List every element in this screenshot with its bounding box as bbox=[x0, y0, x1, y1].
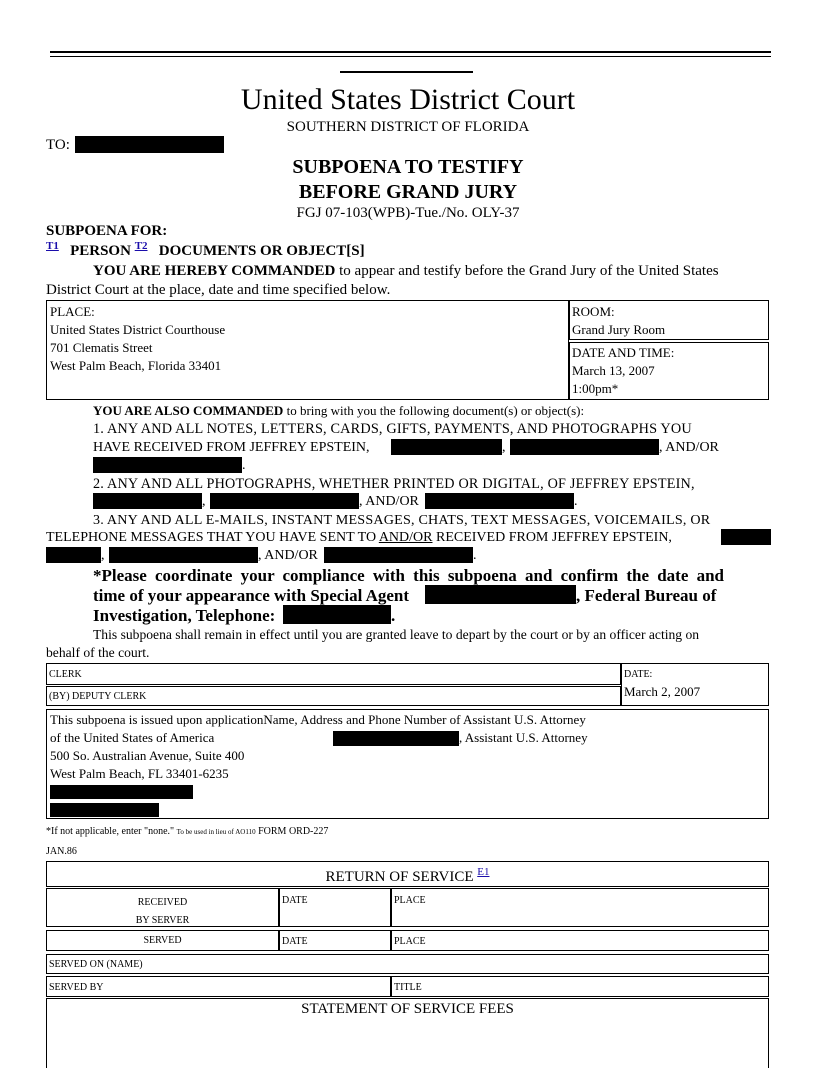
served-by-cell bbox=[46, 976, 391, 997]
issuer-line2b: , Assistant U.S. Attorney bbox=[459, 730, 588, 745]
issuer-line2a: of the United States of America bbox=[50, 730, 215, 745]
notice-line3a: Investigation, Telephone: bbox=[93, 606, 276, 625]
subpoena-for-options bbox=[46, 240, 365, 260]
place-line3: West Palm Beach, Florida 33401 bbox=[50, 358, 222, 373]
served-by-label: SERVED BY bbox=[49, 982, 104, 993]
item2-line1: 2. ANY AND ALL PHOTOGRAPHS, WHETHER PRINTED OR DIGITAL, OF JEFFREY EPSTEIN, bbox=[93, 476, 695, 492]
redacted-phone bbox=[283, 605, 391, 624]
option-documents: DOCUMENTS OR OBJECT[S] bbox=[158, 243, 365, 259]
redacted-recipient bbox=[75, 136, 224, 153]
item3-text-b: RECEIVED FROM JEFFREY EPSTEIN, bbox=[435, 530, 672, 545]
clerk-date-label: DATE: bbox=[624, 669, 653, 680]
place-label: PLACE: bbox=[50, 304, 95, 319]
redacted-name-1b bbox=[510, 439, 659, 455]
served-place-label: PLACE bbox=[394, 936, 426, 947]
command-text1: to appear and testify before the Grand Jury of the United States bbox=[335, 263, 719, 279]
item3-line1: 3. ANY AND ALL E-MAILS, INSTANT MESSAGES, CHATS, TEXT MESSAGES, VOICEMAILS, OR bbox=[93, 512, 711, 528]
redacted-name-2c bbox=[425, 493, 574, 509]
clerk-date-value: March 2, 2007 bbox=[624, 684, 701, 699]
subpoena-title-line2: BEFORE GRAND JURY bbox=[298, 181, 518, 203]
served-date-label: DATE bbox=[282, 936, 308, 947]
redacted-agent-name bbox=[425, 585, 576, 604]
redacted-name-1a bbox=[391, 439, 502, 455]
redacted-name-2b bbox=[210, 493, 359, 509]
command-lead: YOU ARE HEREBY COMMANDED bbox=[93, 263, 336, 279]
served-cell bbox=[46, 930, 279, 951]
redacted-name-2a bbox=[93, 493, 202, 509]
service-fees-cell bbox=[46, 998, 769, 1068]
issuer-line3: 500 So. Australian Avenue, Suite 400 bbox=[50, 748, 245, 763]
served-date-cell bbox=[279, 930, 391, 951]
item1-andor: , AND/OR bbox=[659, 440, 719, 455]
court-name: United States District Court bbox=[240, 83, 576, 116]
clerk-date-box bbox=[621, 663, 769, 706]
header-short-rule bbox=[340, 71, 473, 73]
item3-line2 bbox=[46, 529, 672, 547]
place-line2: 701 Clematis Street bbox=[50, 340, 153, 355]
received-date-label: DATE bbox=[282, 895, 308, 906]
issuer-line1: This subpoena is issued upon applicationName, Address and Phone Number of Assistant U.S. Attorney bbox=[50, 712, 586, 727]
room-value: Grand Jury Room bbox=[572, 322, 666, 337]
served-label: SERVED bbox=[143, 935, 182, 946]
item3-comma: , bbox=[101, 548, 105, 563]
redacted-ausa-name bbox=[333, 731, 459, 746]
footer-tiny: To be used in lieu of AO110 bbox=[176, 828, 256, 836]
date-time-box bbox=[569, 342, 769, 400]
item3-andor: , AND/OR bbox=[258, 548, 318, 563]
received-line1: RECEIVED bbox=[137, 897, 188, 908]
also-commanded bbox=[93, 403, 584, 419]
command-line1 bbox=[93, 262, 771, 280]
footnote-link-e1[interactable]: E1 bbox=[477, 866, 490, 878]
received-place-label: PLACE bbox=[394, 895, 426, 906]
title-cell bbox=[391, 976, 769, 997]
deputy-clerk-label: (BY) DEPUTY CLERK bbox=[49, 691, 147, 702]
clerk-box bbox=[46, 663, 621, 685]
title-label: TITLE bbox=[394, 982, 422, 993]
item2-comma: , bbox=[202, 494, 206, 509]
place-line1: United States District Courthouse bbox=[50, 322, 226, 337]
item1-line2: HAVE RECEIVED FROM JEFFREY EPSTEIN, bbox=[93, 440, 370, 455]
effect-line2: behalf of the court. bbox=[46, 645, 150, 660]
item2-andor: , AND/OR bbox=[359, 494, 419, 509]
served-on-label: SERVED ON (NAME) bbox=[49, 959, 143, 970]
deputy-clerk-box bbox=[46, 686, 621, 706]
footer-note: *If not applicable, enter "none." bbox=[46, 826, 175, 837]
item3-andor-underlined: AND/OR bbox=[378, 530, 433, 545]
redacted-phone-1 bbox=[50, 785, 193, 799]
item3-text-a: TELEPHONE MESSAGES THAT YOU HAVE SENT TO bbox=[46, 530, 377, 545]
footnote-link-t2[interactable]: T2 bbox=[134, 240, 148, 252]
redacted-name-3a-cont bbox=[46, 547, 101, 563]
redacted-name-3c bbox=[324, 547, 473, 563]
footer-form: FORM ORD-227 bbox=[258, 826, 329, 837]
served-on-cell bbox=[46, 954, 769, 974]
received-cell bbox=[46, 888, 279, 927]
district-name: SOUTHERN DISTRICT OF FLORIDA bbox=[286, 119, 530, 135]
also-text: to bring with you the following document(s) or object(s): bbox=[283, 403, 585, 418]
notice-line3b: . bbox=[391, 606, 396, 625]
footer-note-line bbox=[46, 826, 328, 837]
notice-line2a: time of your appearance with Special Agent bbox=[93, 586, 410, 605]
notice-line2b: , Federal Bureau of bbox=[576, 586, 717, 605]
received-date-cell bbox=[279, 888, 391, 927]
date-value: March 13, 2007 bbox=[572, 363, 655, 378]
clerk-label: CLERK bbox=[49, 669, 82, 680]
return-of-service-header bbox=[46, 861, 769, 887]
issuer-box bbox=[46, 709, 769, 819]
effect-line1: This subpoena shall remain in effect until you are granted leave to depart by the court or by an officer acting on bbox=[93, 627, 700, 642]
date-time-label: DATE AND TIME: bbox=[572, 345, 675, 360]
item1-period: . bbox=[242, 458, 246, 473]
service-fees-title: STATEMENT OF SERVICE FEES bbox=[301, 1001, 514, 1017]
time-value: 1:00pm* bbox=[572, 381, 619, 396]
return-title-line bbox=[47, 866, 768, 886]
option-person: PERSON bbox=[70, 243, 131, 259]
room-box bbox=[569, 300, 769, 340]
redacted-name-1c bbox=[93, 457, 242, 473]
redacted-name-3b bbox=[109, 547, 258, 563]
header-double-rule bbox=[50, 51, 771, 57]
item1-comma: , bbox=[502, 440, 506, 455]
redacted-name-3a bbox=[721, 529, 771, 545]
received-line2: BY SERVER bbox=[135, 915, 190, 926]
item1-line1: 1. ANY AND ALL NOTES, LETTERS, CARDS, GIFTS, PAYMENTS, AND PHOTOGRAPHS YOU bbox=[93, 421, 692, 437]
received-place-cell bbox=[391, 888, 769, 927]
case-number: FGJ 07-103(WPB)-Tue./No. OLY-37 bbox=[296, 205, 520, 221]
also-lead: YOU ARE ALSO COMMANDED bbox=[93, 403, 284, 418]
served-place-cell bbox=[391, 930, 769, 951]
footer-date: JAN.86 bbox=[46, 846, 77, 857]
item2-period: . bbox=[574, 494, 578, 509]
subpoena-title-line1: SUBPOENA TO TESTIFY bbox=[292, 156, 524, 178]
redacted-phone-2 bbox=[50, 803, 159, 817]
subpoena-for-label: SUBPOENA FOR: bbox=[46, 223, 168, 239]
command-line2: District Court at the place, date and time specified below. bbox=[46, 282, 391, 298]
item3-period: . bbox=[473, 548, 477, 563]
to-label: TO: bbox=[46, 137, 70, 153]
footnote-link-t1[interactable]: T1 bbox=[46, 240, 59, 252]
notice-line1: *Please coordinate your compliance with this subpoena and confirm the date and bbox=[93, 566, 724, 585]
return-title: RETURN OF SERVICE bbox=[325, 869, 474, 885]
place-box bbox=[46, 300, 569, 400]
issuer-line4: West Palm Beach, FL 33401-6235 bbox=[50, 766, 229, 781]
room-label: ROOM: bbox=[572, 304, 615, 319]
